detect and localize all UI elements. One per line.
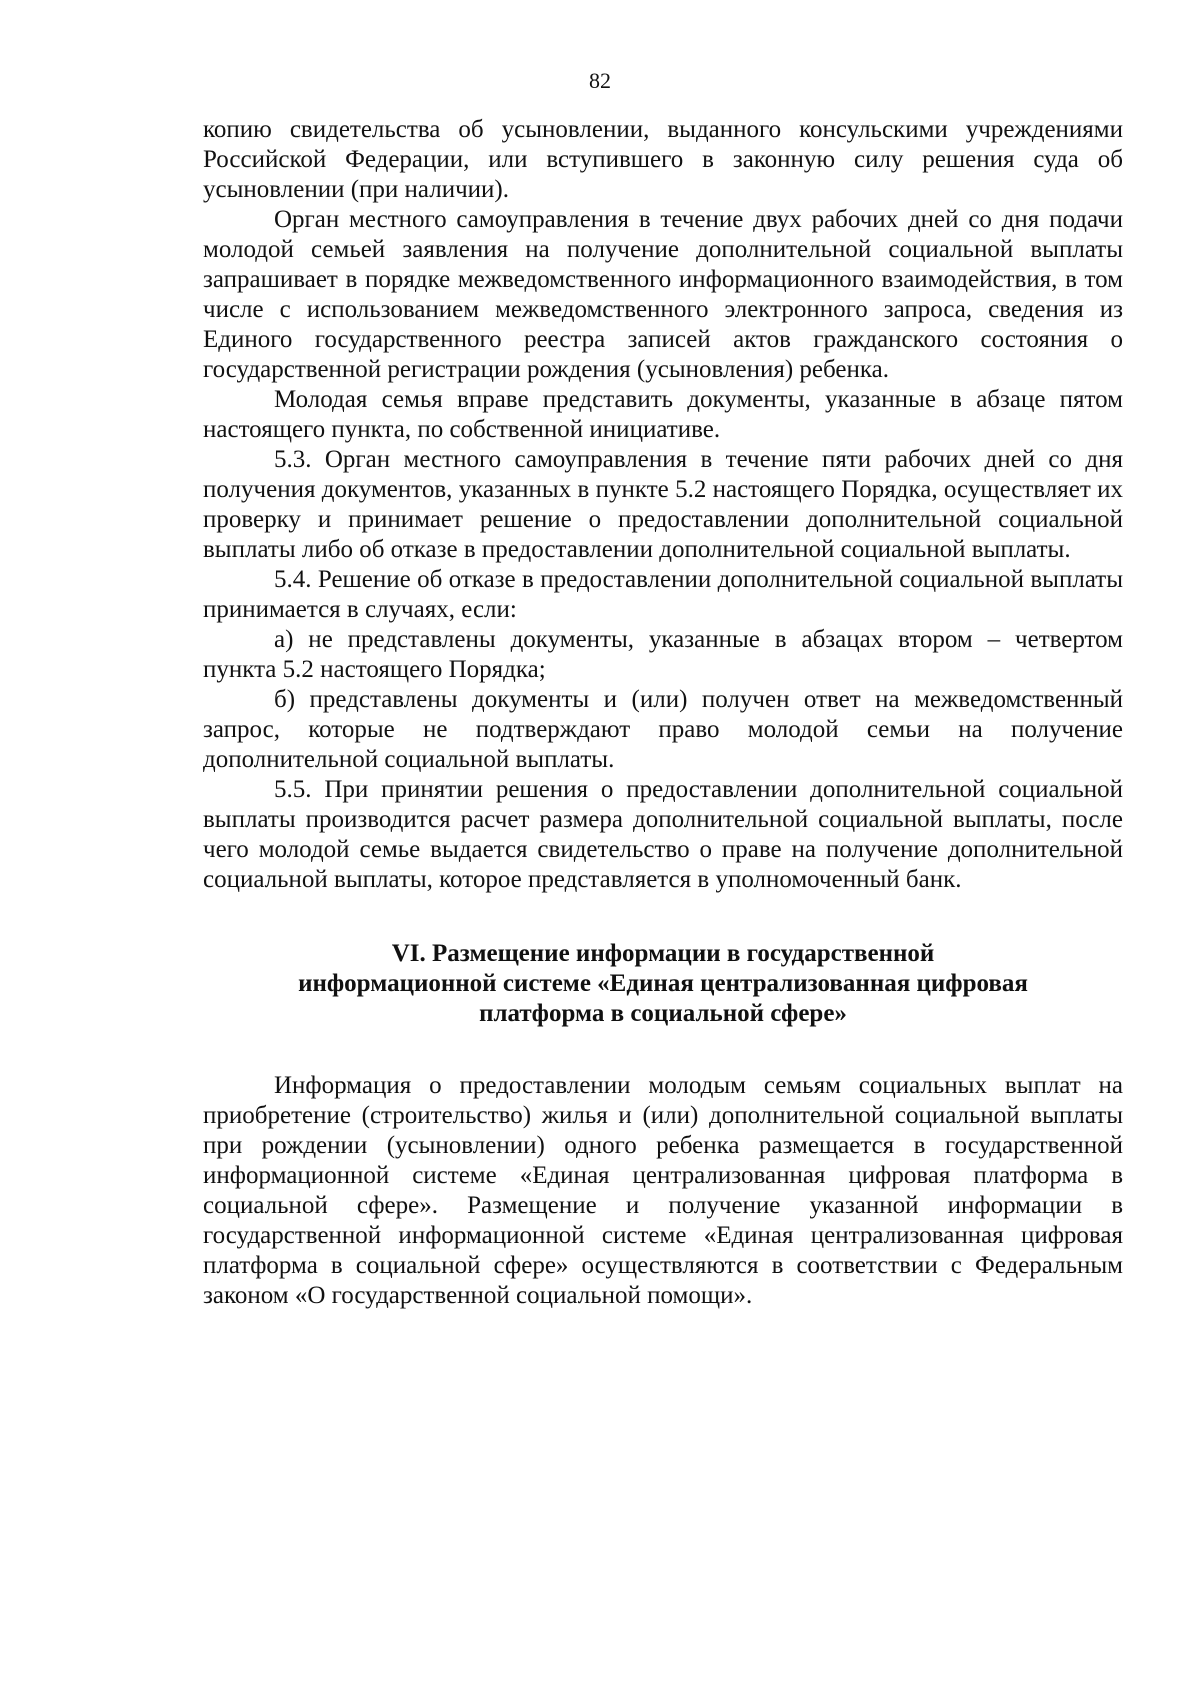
paragraph-section-vi: Информация о предоставлении молодым семьям социальных выплат на приобретение (строительство) жилья и (или) дополнительной социальной выплаты при рождении (усыновлении) одного ребенка размещается в государственной информационной системе «Единая централизованная цифровая платформа в социальной сфере». Размещение и получение указанной информации в государственной информационной системе «Единая централизованная цифровая платформа в социальной сфере» осуществляются в соответствии с Федеральным законом «О государственной социальной помощи». [203, 1072, 1123, 1309]
paragraph-5-3: 5.3. Орган местного самоуправления в течение пяти рабочих дней со дня получения документов, указанных в пункте 5.2 настоящего Порядка, осуществляет их проверку и принимает решение о предоставлении дополнительной социальной выплаты либо об отказе в предоставлении дополнительной социальной выплаты. [203, 446, 1123, 563]
page-number: 82 [589, 68, 611, 93]
paragraph-5-4: 5.4. Решение об отказе в предоставлении дополнительной социальной выплаты принимается в случаях, если: [203, 566, 1123, 623]
paragraph-5-4-b: б) представлены документы и (или) получен ответ на межведомственный запрос, которые не подтверждают право молодой семьи на получение дополнительной социальной выплаты. [203, 686, 1123, 773]
paragraph-5-4-a: а) не представлены документы, указанные в абзацах втором – четвертом пункта 5.2 настоящего Порядка; [203, 626, 1123, 683]
paragraph-consular-adoption: копию свидетельства об усыновлении, выданного консульскими учреждениями Российской Федерации, или вступившего в законную силу решения суда об усыновлении (при наличии). [203, 116, 1123, 203]
paragraph-5-5: 5.5. При принятии решения о предоставлении дополнительной социальной выплаты производится расчет размера дополнительной социальной выплаты, после чего молодой семье выдается свидетельство о праве на получение дополнительной социальной выплаты, которое представляется в уполномоченный банк. [203, 776, 1123, 893]
section-heading-line: платформа в социальной сфере» [479, 1000, 847, 1027]
document-body [203, 115, 1123, 1311]
section-heading-line: VI. Размещение информации в государственной [391, 940, 935, 967]
section-heading-line: информационной системе «Единая централизованная цифровая [298, 970, 1028, 997]
paragraph-interagency-request: Орган местного самоуправления в течение двух рабочих дней со дня подачи молодой семьей заявления на получение дополнительной социальной выплаты запрашивает в порядке межведомственного информационного взаимодействия, в том числе с использованием межведомственного электронного запроса, сведения из Единого государственного реестра записей актов гражданского состояния о государственной регистрации рождения (усыновления) ребенка. [203, 206, 1123, 383]
section-heading [203, 939, 1123, 1029]
paragraph-own-initiative: Молодая семья вправе представить документы, указанные в абзаце пятом настоящего пункта, по собственной инициативе. [203, 386, 1123, 443]
